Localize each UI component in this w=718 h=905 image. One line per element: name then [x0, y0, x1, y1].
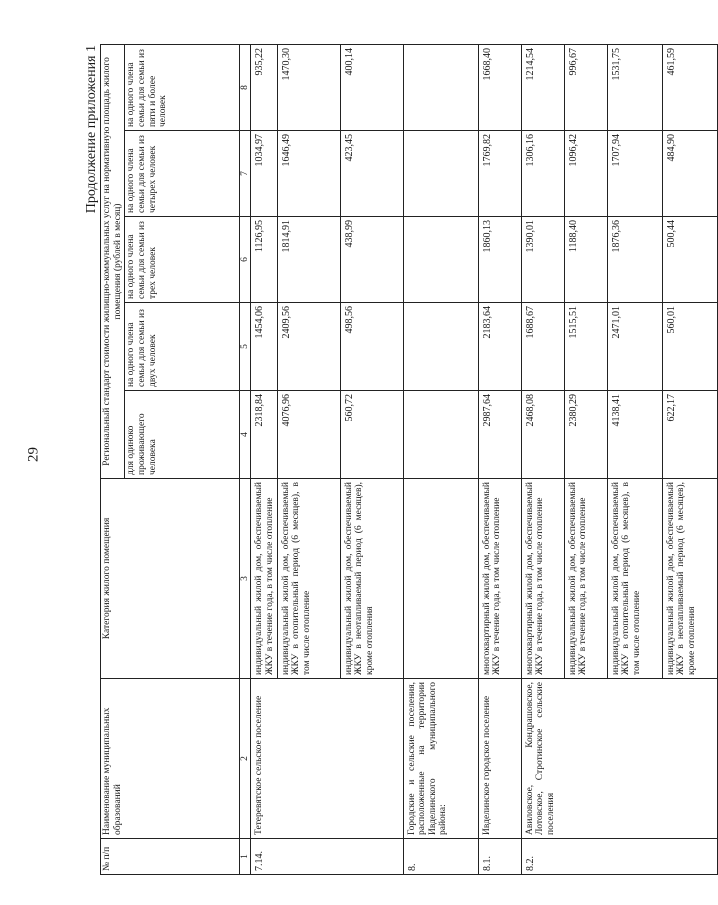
housing-category: индивидуальный жилой дом, обеспечиваемый ЖКУ в течение года, в том числе отопление: [564, 479, 607, 679]
housing-category: индивидуальный жилой дом, обеспечиваемый ЖКУ в отопительный период (6 месяцев), в том числе отопление: [607, 479, 662, 679]
value-cell: 2318,84: [251, 391, 277, 479]
value-cell: 1470,30: [277, 44, 340, 130]
value-cell: 438,99: [340, 217, 403, 303]
housing-category: многоквартирный жилой дом, обеспечиваемый ЖКУ в течение года, в том числе отопление: [521, 479, 564, 679]
value-cell: 1860,13: [478, 217, 521, 303]
row-number: 8.: [403, 839, 478, 875]
header-category: Категория жилого помещения: [101, 479, 240, 679]
value-cell: 560,72: [340, 391, 403, 479]
value-cell: 4076,96: [277, 391, 340, 479]
housing-category: [403, 479, 478, 679]
column-numbers-row: [240, 44, 251, 874]
value-cell: 1531,75: [607, 44, 662, 130]
value-cell: [403, 391, 478, 479]
value-cell: 1688,67: [521, 303, 564, 391]
col-number: 6: [240, 217, 251, 303]
municipality-name: Городские и сельские поселения, расположенные на территории Ивделинского муниципального района:: [403, 679, 478, 839]
housing-category: индивидуальный жилой дом, обеспечиваемый ЖКУ в неотапливаемый период (6 месяцев), кроме отопления: [662, 479, 717, 679]
value-cell: 1668,40: [478, 44, 521, 130]
value-cell: 1769,82: [478, 131, 521, 217]
value-cell: 622,17: [662, 391, 717, 479]
rotated-page: [80, 40, 697, 880]
value-cell: 1454,06: [251, 303, 277, 391]
value-cell: 1188,40: [564, 217, 607, 303]
value-cell: 1306,16: [521, 131, 564, 217]
housing-category: индивидуальный жилой дом, обеспечиваемый ЖКУ в течение года, в том числе отопление: [251, 479, 277, 679]
value-cell: 1390,01: [521, 217, 564, 303]
value-cell: 4138,41: [607, 391, 662, 479]
municipality-name: Авиловское, Кондрашовское, Лотовское, Стротинское сельские поселения: [521, 679, 717, 839]
value-cell: 423,45: [340, 131, 403, 217]
value-cell: 1814,91: [277, 217, 340, 303]
col-number: 5: [240, 303, 251, 391]
table-row: [403, 44, 478, 874]
table-row: [478, 44, 521, 874]
col-number: 2: [240, 679, 251, 839]
header-col4: для одиноко проживающего человека: [125, 391, 240, 479]
row-number: 8.2.: [521, 839, 717, 875]
value-cell: [403, 44, 478, 130]
value-cell: 498,56: [340, 303, 403, 391]
value-cell: [403, 303, 478, 391]
header-col6: на одного члена семьи для семьи из трех человек: [125, 217, 240, 303]
value-cell: 484,90: [662, 131, 717, 217]
value-cell: 461,59: [662, 44, 717, 130]
value-cell: 500,44: [662, 217, 717, 303]
row-number: 8.1.: [478, 839, 521, 875]
value-cell: 560,01: [662, 303, 717, 391]
header-num: № п/п: [101, 839, 240, 875]
header-col8: на одного члена семьи для семьи из пяти и более человек: [125, 44, 240, 130]
municipality-name: Тетеревятское сельское поселение: [251, 679, 403, 839]
header-col5: на одного члена семьи для семьи из двух человек: [125, 303, 240, 391]
value-cell: [403, 131, 478, 217]
table-row: [521, 44, 564, 874]
housing-category: индивидуальный жилой дом, обеспечиваемый ЖКУ в неотапливаемый период (6 месяцев), кроме отопления: [340, 479, 403, 679]
header-col7: на одного члена семьи для семьи из четырех человек: [125, 131, 240, 217]
value-cell: 400,14: [340, 44, 403, 130]
col-number: 7: [240, 131, 251, 217]
housing-category: многоквартирный жилой дом, обеспечиваемый ЖКУ в течение года, в том числе отопление: [478, 479, 521, 679]
municipality-name: Ивделинское городское поселение: [478, 679, 521, 839]
page-number: 29: [25, 447, 42, 462]
value-cell: 996,67: [564, 44, 607, 130]
value-cell: 935,22: [251, 44, 277, 130]
header-standard: Региональный стандарт стоимости жилищно-коммунальных услуг на нормативную площадь жилого помещения (рублей в месяц): [101, 44, 125, 478]
value-cell: 2183,64: [478, 303, 521, 391]
col-number: 3: [240, 479, 251, 679]
value-cell: 2409,56: [277, 303, 340, 391]
housing-category: индивидуальный жилой дом, обеспечиваемый ЖКУ в отопительный период (6 месяцев), в том числе отопление: [277, 479, 340, 679]
value-cell: 2987,64: [478, 391, 521, 479]
value-cell: [403, 217, 478, 303]
header-row: [101, 44, 125, 874]
col-number: 1: [240, 839, 251, 875]
col-number: 8: [240, 44, 251, 130]
row-number: 7.14.: [251, 839, 403, 875]
value-cell: 2468,08: [521, 391, 564, 479]
value-cell: 1096,42: [564, 131, 607, 217]
value-cell: 1707,94: [607, 131, 662, 217]
table-row: [251, 44, 277, 874]
value-cell: 1034,97: [251, 131, 277, 217]
value-cell: 1515,51: [564, 303, 607, 391]
value-cell: 1646,49: [277, 131, 340, 217]
standards-table: [100, 44, 718, 875]
value-cell: 2380,29: [564, 391, 607, 479]
continuation-title: Продолжение приложения 1: [84, 45, 99, 214]
value-cell: 1214,54: [521, 44, 564, 130]
header-municipality: Наименование муниципальных образований: [101, 679, 240, 839]
value-cell: 2471,01: [607, 303, 662, 391]
value-cell: 1126,95: [251, 217, 277, 303]
value-cell: 1876,36: [607, 217, 662, 303]
col-number: 4: [240, 391, 251, 479]
